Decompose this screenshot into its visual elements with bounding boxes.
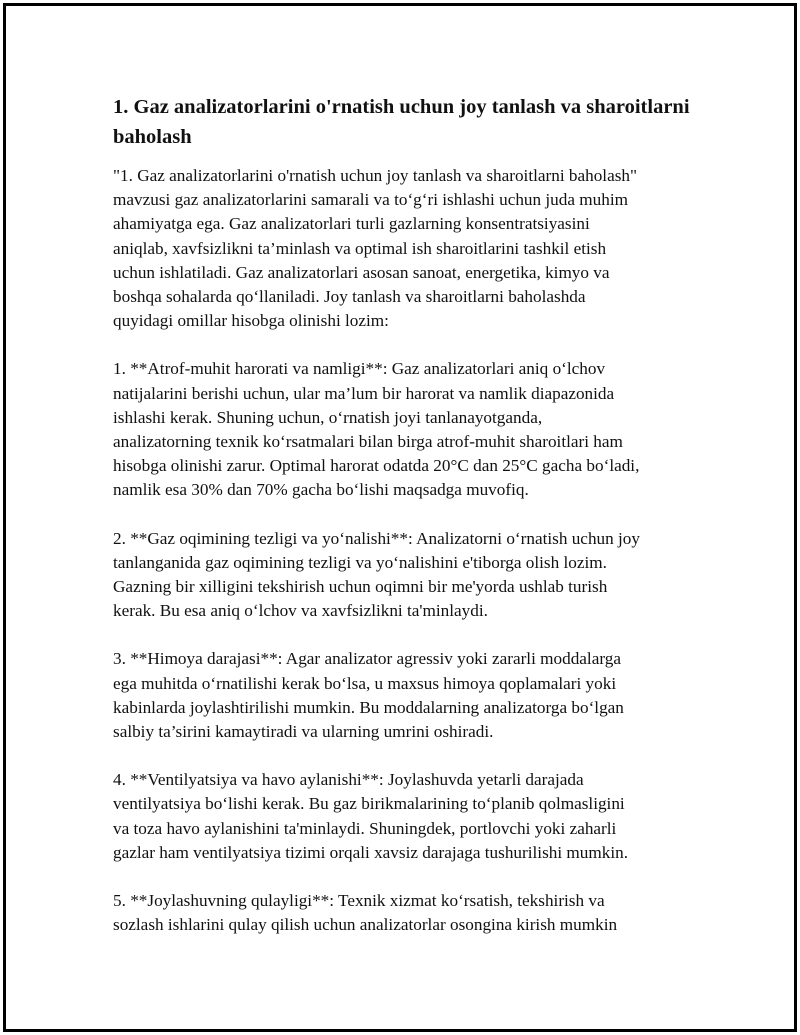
paragraph-spacer: [113, 744, 693, 768]
paragraph-spacer: [113, 623, 693, 647]
paragraph-spacer: [113, 865, 693, 889]
document-body: [113, 92, 693, 937]
paragraph-spacer: [113, 503, 693, 527]
paragraph-spacer: [113, 333, 693, 357]
list-item-3-paragraph: 3. **Himoya darajasi**: Agar analizator agressiv yoki zararli moddalarga ega muhitda o‘rnatilishi kerak bo‘lsa, u maxsus himoya qoplamalari yoki kabinlarda joylashtirilishi mumkin. Bu moddalarning analizatorga bo‘lgan salbiy ta’sirini kamaytiradi va ularning umrini oshiradi.: [113, 649, 624, 742]
section-heading: 1. Gaz analizatorlarini o'rnatish uchun joy tanlash va sharoitlarni baholash: [113, 96, 690, 148]
intro-paragraph: "1. Gaz analizatorlarini o'rnatish uchun joy tanlash va sharoitlarni baholash" mavzusi gaz analizatorlarini samarali va to‘g‘ri ishlashi uchun juda muhim ahamiyatga ega. Gaz analizatorlari turli gazlarning konsentratsiyasini aniqlab, xavfsizlikni ta’minlash va optimal ish sharoitlarini tashkil etish uchun ishlatiladi. Gaz analizatorlari asosan sanoat, energetika, kimyo va boshqa sohalarda qo‘llaniladi. Joy tanlash va sharoitlarni baholashda quyidagi omillar hisobga olinishi lozim:: [113, 166, 638, 331]
list-item-5-paragraph: 5. **Joylashuvning qulayligi**: Texnik xizmat ko‘rsatish, tekshirish va sozlash ishlarini qulay qilish uchun analizatorlar osongina kirish mumkin: [113, 891, 618, 935]
list-item-2-paragraph: 2. **Gaz oqimining tezligi va yo‘nalishi**: Analizatorni o‘rnatish uchun joy tanlanganida gaz oqimining tezligi va yo‘nalishini e'tiborga olish lozim. Gazning bir xilligini tekshirish uchun oqimni bir me'yorda ushlab turish kerak. Bu esa aniq o‘lchov va xavfsizlikni ta'minlaydi.: [113, 528, 640, 621]
list-item-4-paragraph: 4. **Ventilyatsiya va havo aylanishi**: Joylashuvda yetarli darajada ventilyatsiya bo‘lishi kerak. Bu gaz birikmalarining to‘planib qolmasligini va toza havo aylanishini ta'minlaydi. Shuningdek, portlovchi yoki zaharli gazlar ham ventilyatsiya tizimi orqali xavsiz darajaga tushurilishi mumkin.: [113, 770, 629, 862]
list-item-1-paragraph: 1. **Atrof-muhit harorati va namligi**: Gaz analizatorlari aniq o‘lchov natijalarini berishi uchun, ular ma’lum bir harorat va namlik diapazonida ishlashi kerak. Shuning uchun, o‘rnatish joyi tanlanayotganda, analizatorning texnik ko‘rsatmalari bilan birga atrof-muhit sharoitlari ham hisobga olinishi zarur. Optimal harorat odatda 20°C dan 25°C gacha bo‘ladi, namlik esa 30% dan 70% gacha bo‘lishi maqsadga muvofiq.: [113, 359, 640, 500]
